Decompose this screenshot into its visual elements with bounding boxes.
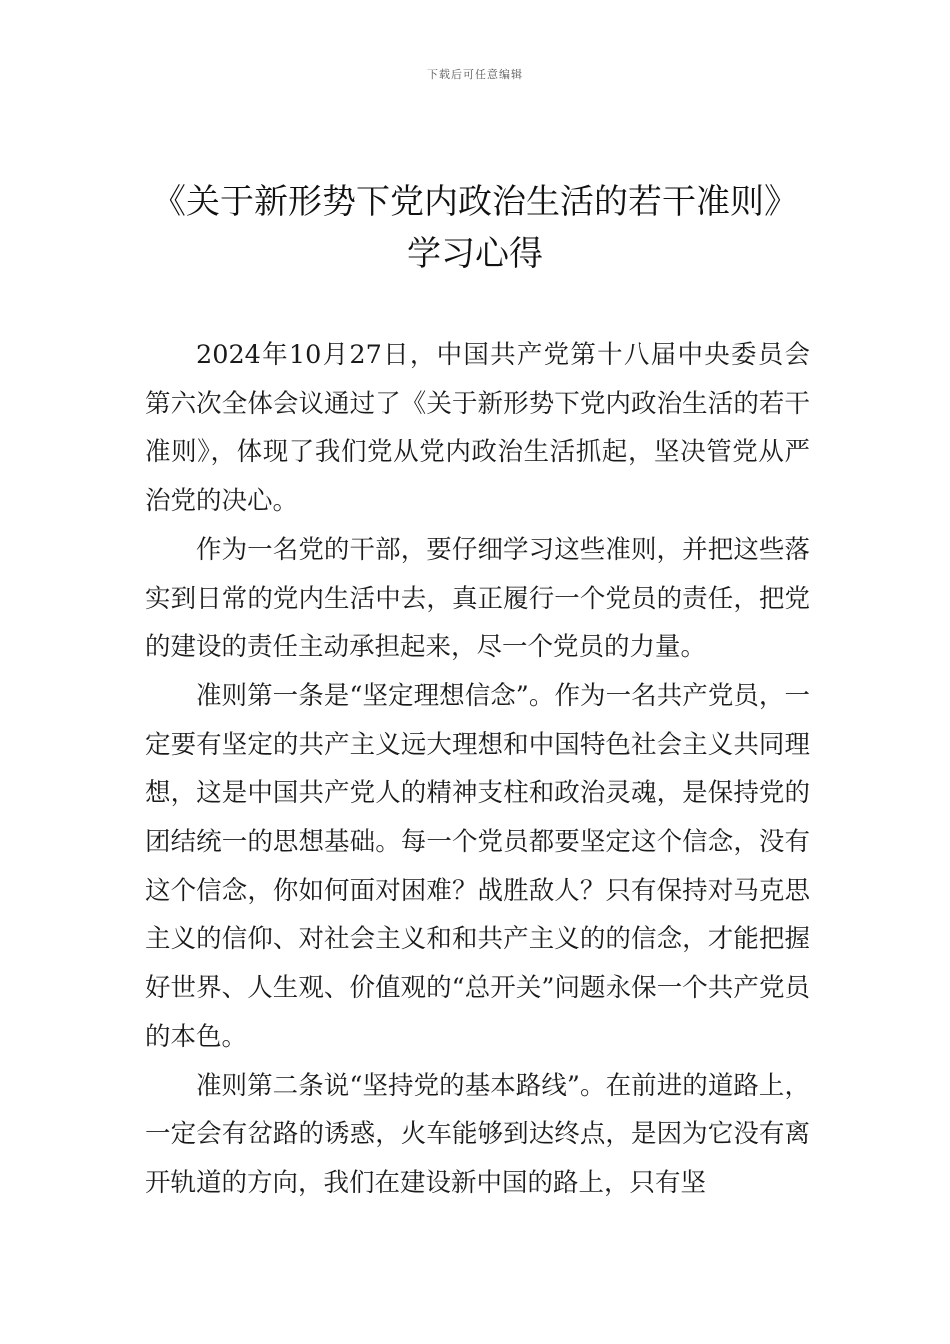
header-note: 下载后可任意编辑 xyxy=(427,68,523,81)
paragraph: 准则第二条说“坚持党的基本路线”。在前进的道路上，一定会有岔路的诱惑，火车能够到达终点，是因为它没有离开轨道的方向，我们在建设新中国的路上，只有坚 xyxy=(145,1070,810,1198)
paragraph: 准则第一条是“坚定理想信念”。作为一名共产党员，一定要有坚定的共产主义远大理想和中国特色社会主义共同理想，这是中国共产党人的精神支柱和政治灵魂，是保持党的团结统一的思想基础。每一个党员都要坚定这个信念，没有这个信念，你如何面对困难？战胜敌人？只有保持对马克思主义的信仰、对社会主义和和共产主义的的信念，才能把握好世界、人生观、价值观的“总开关”问题永保一个共产党员的本色。 xyxy=(145,680,810,1052)
paragraph: 2024年10月27日，中国共产党第十八届中央委员会第六次全体会议通过了《关于新形势下党内政治生活的若干准则》，体现了我们党从党内政治生活抓起，坚决管党从严治党的决心。 xyxy=(145,340,810,517)
paragraph: 作为一名党的干部，要仔细学习这些准则，并把这些落实到日常的党内生活中去，真正履行一个党员的责任，把党的建设的责任主动承担起来，尽一个党员的力量。 xyxy=(145,534,810,663)
document-title: 《关于新形势下党内政治生活的若干准则》学习心得 xyxy=(152,182,798,274)
document-body xyxy=(145,331,810,1208)
